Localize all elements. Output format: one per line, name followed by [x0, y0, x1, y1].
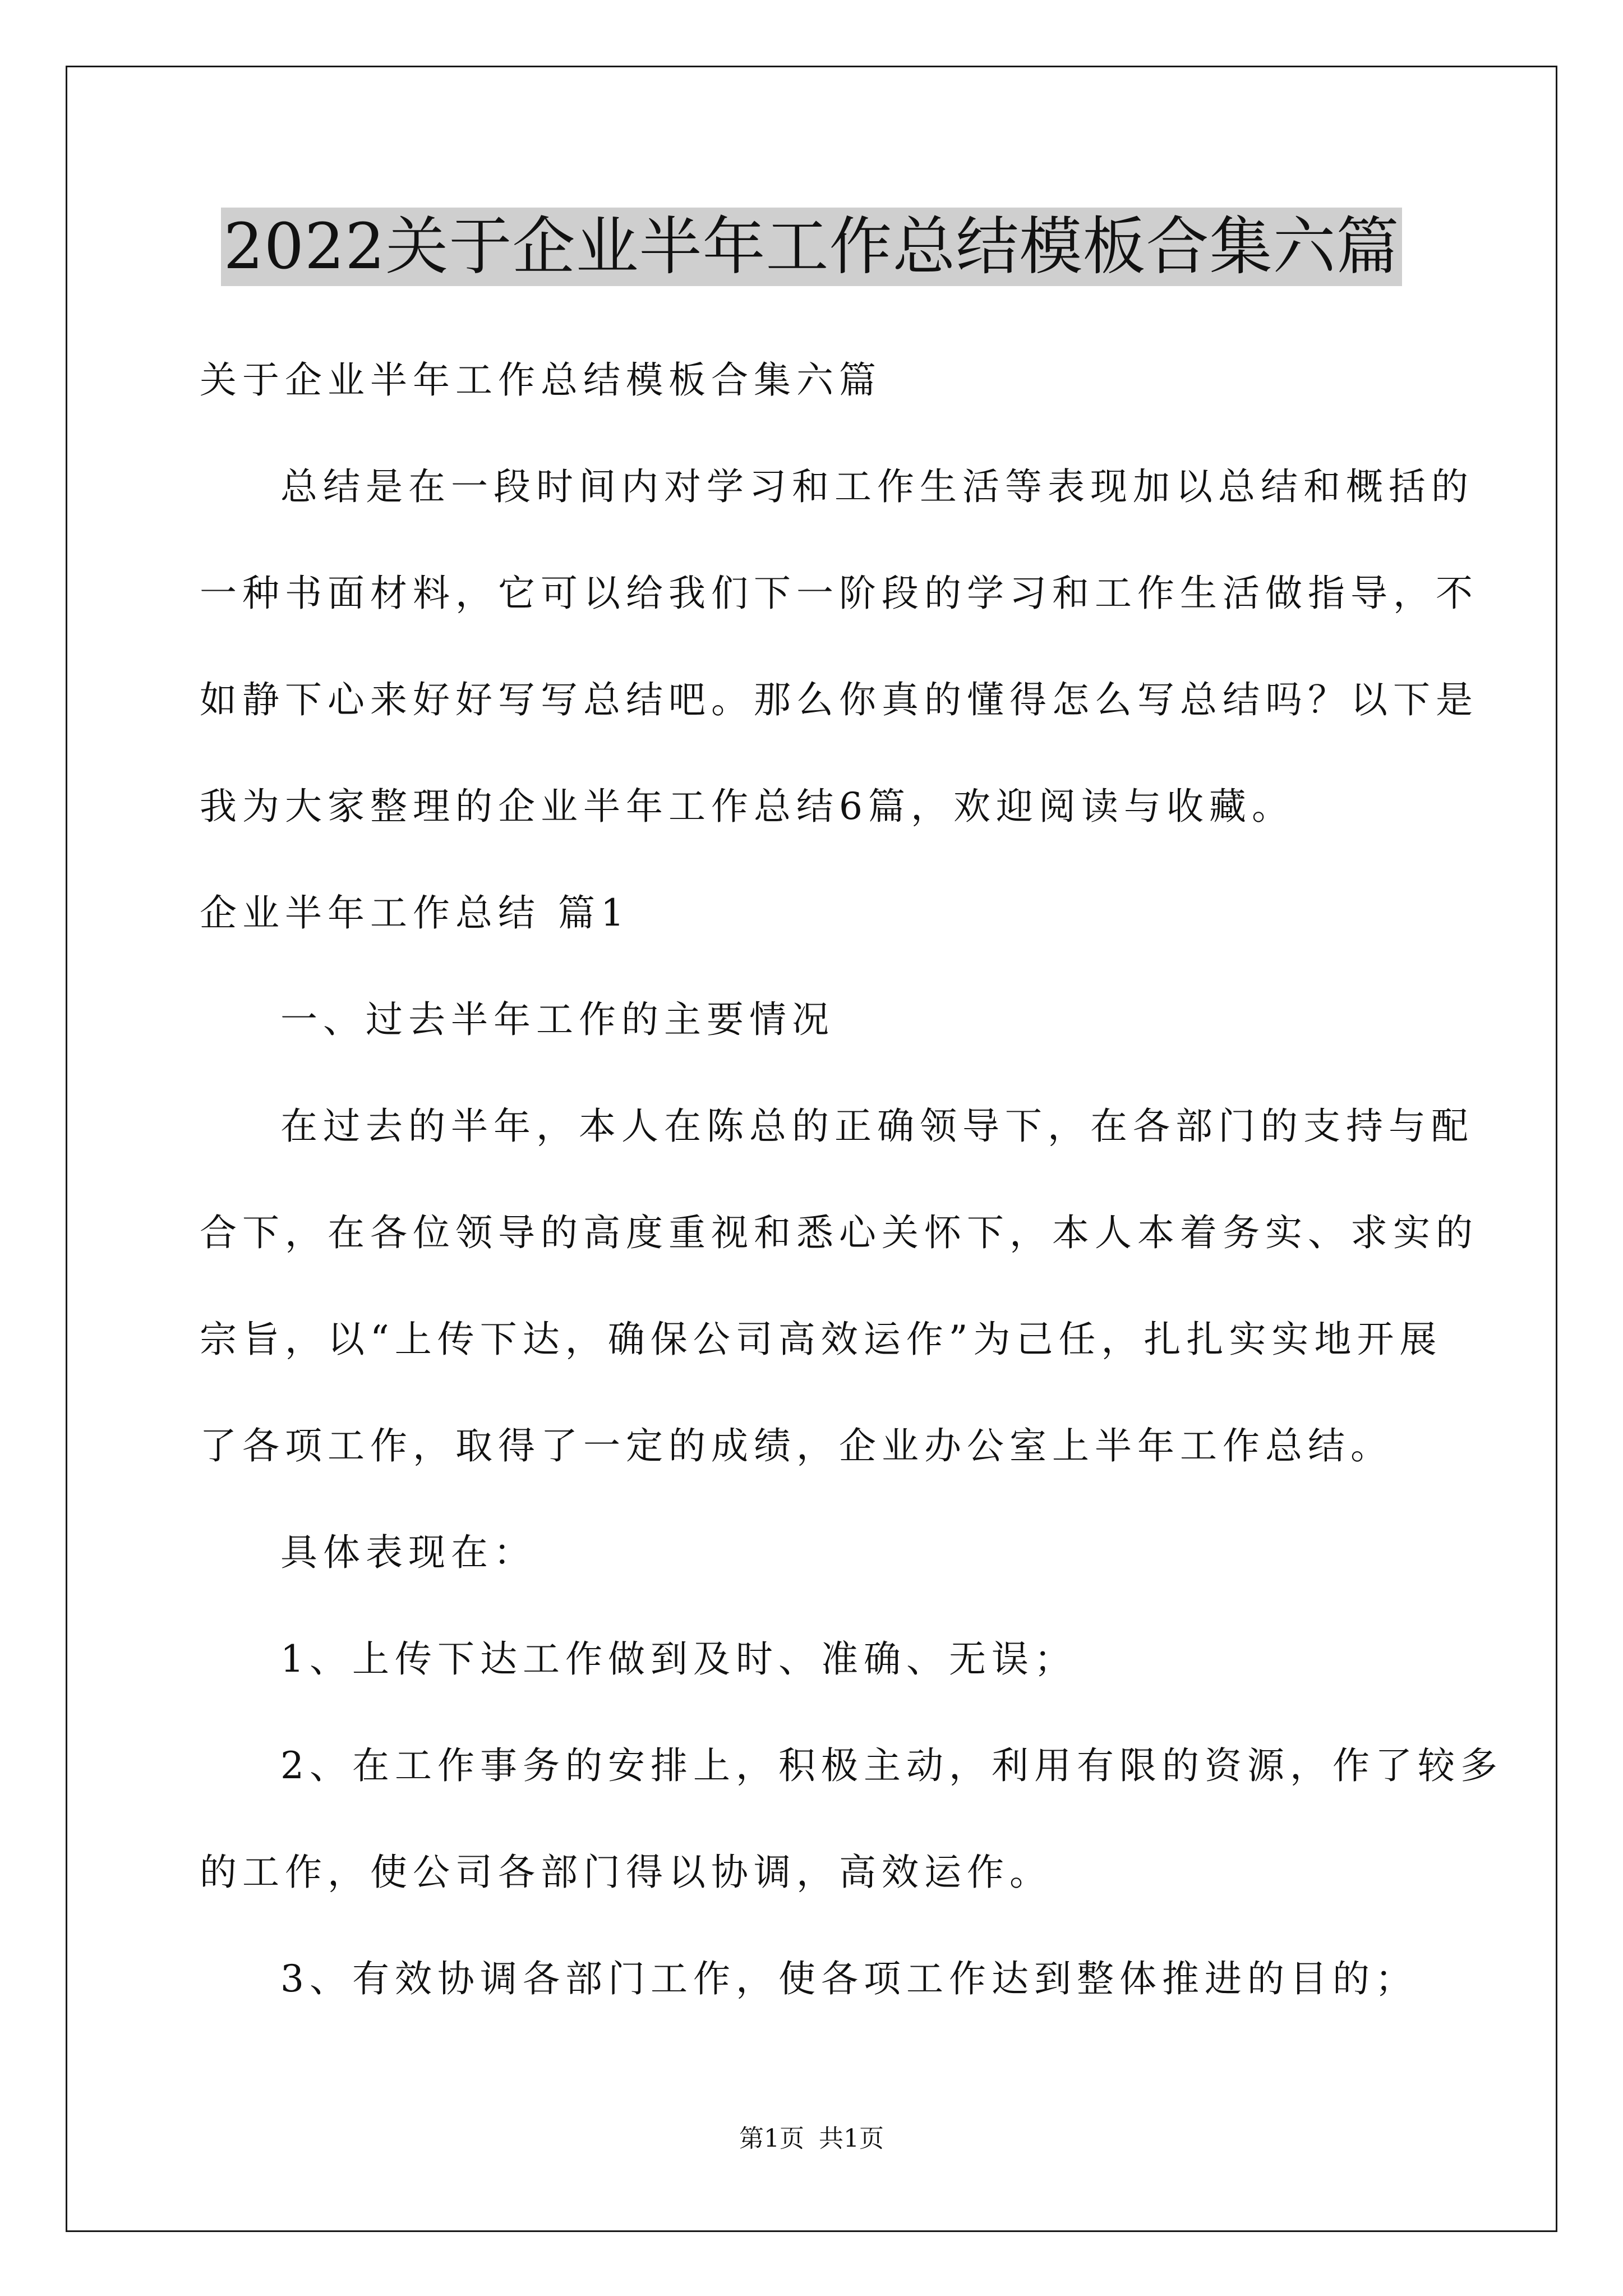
title-container	[0, 208, 1623, 286]
paragraph-line: 宗旨，以“上传下达，确保公司高效运作”为己任，扎扎实实地开展	[200, 1318, 1442, 1361]
list-item: 2、在工作事务的安排上，积极主动，利用有限的资源，作了较多	[280, 1744, 1503, 1787]
paragraph-line: 如静下心来好好写写总结吧。那么你真的懂得怎么写总结吗？以下是	[200, 678, 1478, 721]
paragraph-line: 合下，在各位领导的高度重视和悉心关怀下，本人本着务实、求实的	[200, 1211, 1478, 1254]
paragraph-line: 我为大家整理的企业半年工作总结6篇，欢迎阅读与收藏。	[200, 785, 1294, 828]
page-footer	[0, 2123, 1623, 2155]
section-heading: 企业半年工作总结 篇1	[200, 891, 630, 935]
page-number-total: 共1页	[819, 2124, 884, 2153]
paragraph-line: 总结是在一段时间内对学习和工作生活等表现加以总结和概括的	[280, 465, 1474, 508]
list-item: 3、有效协调各部门工作，使各项工作达到整体推进的目的；	[280, 1957, 1418, 2000]
page-number-current: 第1页	[739, 2124, 804, 2153]
paragraph-line: 在过去的半年，本人在陈总的正确领导下，在各部门的支持与配	[280, 1105, 1474, 1148]
document-title: 2022关于企业半年工作总结模板合集六篇	[221, 208, 1401, 286]
list-item-continuation: 的工作，使公司各部门得以协调，高效运作。	[200, 1851, 1052, 1894]
paragraph-line: 一种书面材料，它可以给我们下一阶段的学习和工作生活做指导，不	[200, 572, 1478, 615]
paragraph-line: 了各项工作，取得了一定的成绩，企业办公室上半年工作总结。	[200, 1424, 1393, 1467]
document-subtitle: 关于企业半年工作总结模板合集六篇	[200, 358, 882, 402]
list-item: 1、上传下达工作做到及时、准确、无误；	[280, 1637, 1077, 1681]
subsection-heading: 一、过去半年工作的主要情况	[280, 998, 834, 1041]
paragraph-line: 具体表现在：	[280, 1531, 536, 1574]
